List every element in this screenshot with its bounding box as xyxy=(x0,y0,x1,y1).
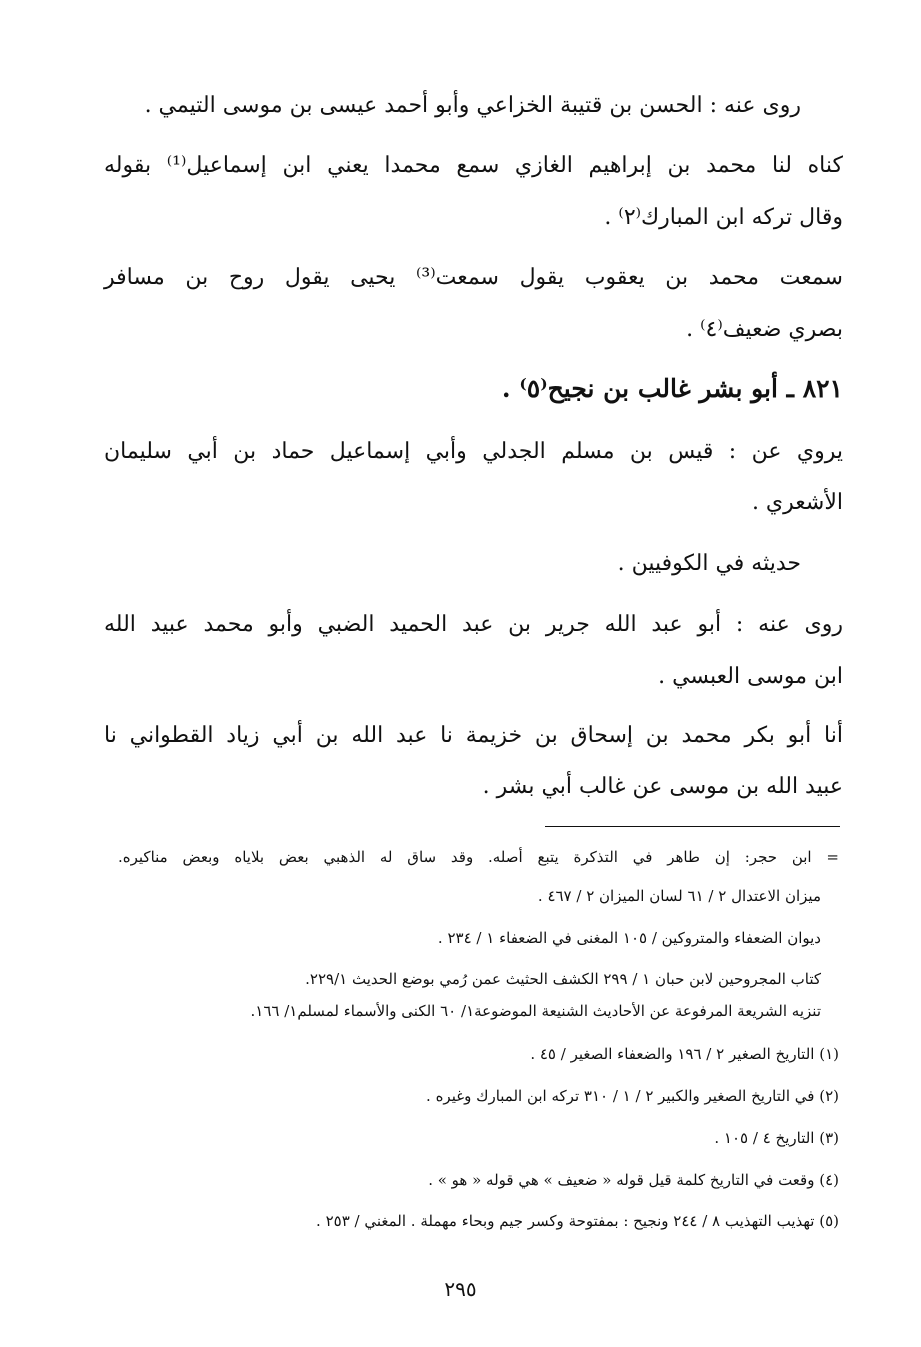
entry-heading: ٨٢١ ـ أبو بشر غالب بن نجيح⁽٥⁾ . xyxy=(501,374,843,403)
body-line-2: كناه لنا محمد بن إبراهيم الغازي سمع محمدا يعني ابن إسماعيل⁽¹⁾ بقوله xyxy=(104,153,843,178)
body-line-12: أنا أبو بكر محمد بن إسحاق بن خزيمة نا عبد الله بن أبي زياد القطواني نا xyxy=(104,723,843,748)
footnote-line-4: كتاب المجروحين لابن حبان ١ / ٢٩٩ الكشف الحثيث عمن رُمي بوضع الحديث ٢٢٩/١. xyxy=(305,970,821,988)
body-line-11: ابن موسى العبسي . xyxy=(658,664,843,689)
footnote-line-3: ديوان الضعفاء والمتروكين / ١٠٥ المغنى في الضعفاء ١ / ٢٣٤ . xyxy=(437,929,821,947)
body-line-10: روى عنه : أبو عبد الله جرير بن عبد الحميد الضبي وأبو محمد عبيد الله xyxy=(104,612,843,637)
body-line-4: سمعت محمد بن يعقوب يقول سمعت⁽³⁾ يحيى يقول روح بن مسافر xyxy=(104,265,843,290)
body-line-9: حديثه في الكوفيين . xyxy=(617,551,801,576)
footnote-separator xyxy=(545,826,840,827)
body-line-7: يروي عن : قيس بن مسلم الجدلي وأبي إسماعيل حماد بن أبي سليمان xyxy=(104,439,843,464)
body-line-1: روى عنه : الحسن بن قتيبة الخزاعي وأبو أحمد عيسى بن موسى التيمي . xyxy=(144,93,801,118)
footnote-line-1: = ابن حجر: إن طاهر في التذكرة يتبع أصله. وقد ساق له الذهبي بعض بلاياه وبعض مناكيره. xyxy=(118,848,839,866)
body-line-3: وقال تركه ابن المبارك⁽٢⁾ . xyxy=(604,205,843,230)
footnote-line-5: تنزيه الشريعة المرفوعة عن الأحاديث الشنيعة الموضوعة١/ ٦٠ الكنى والأسماء لمسلم١/ ١٦٦. xyxy=(250,1002,821,1020)
body-line-13: عبيد الله بن موسى عن غالب أبي بشر . xyxy=(482,774,843,799)
footnote-4: (٤) وقعت في التاريخ كلمة قيل قوله « ضعيف » هي قوله « هو » . xyxy=(428,1171,839,1189)
footnote-2: (٢) في التاريخ الصغير والكبير ٢ / ١ / ٣١٠ تركه ابن المبارك وغيره . xyxy=(426,1087,839,1105)
body-line-8: الأشعري . xyxy=(751,490,843,515)
footnote-5: (٥) تهذيب التهذيب ٨ / ٢٤٤ ونجيح : بمفتوحة وكسر جيم وبحاء مهملة . المغني / ٢٥٣ . xyxy=(316,1212,839,1230)
footnote-3: (٣) التاريخ ٤ / ١٠٥ . xyxy=(714,1129,839,1147)
footnote-1: (١) التاريخ الصغير ٢ / ١٩٦ والضعفاء الصغير / ٤٥ . xyxy=(530,1045,839,1063)
body-line-5: بصري ضعيف⁽٤⁾ . xyxy=(686,317,843,342)
page-number: ٢٩٥ xyxy=(444,1277,477,1301)
footnote-line-2: ميزان الاعتدال ٢ / ٦١ لسان الميزان ٢ / ٤٦٧ . xyxy=(537,887,821,905)
